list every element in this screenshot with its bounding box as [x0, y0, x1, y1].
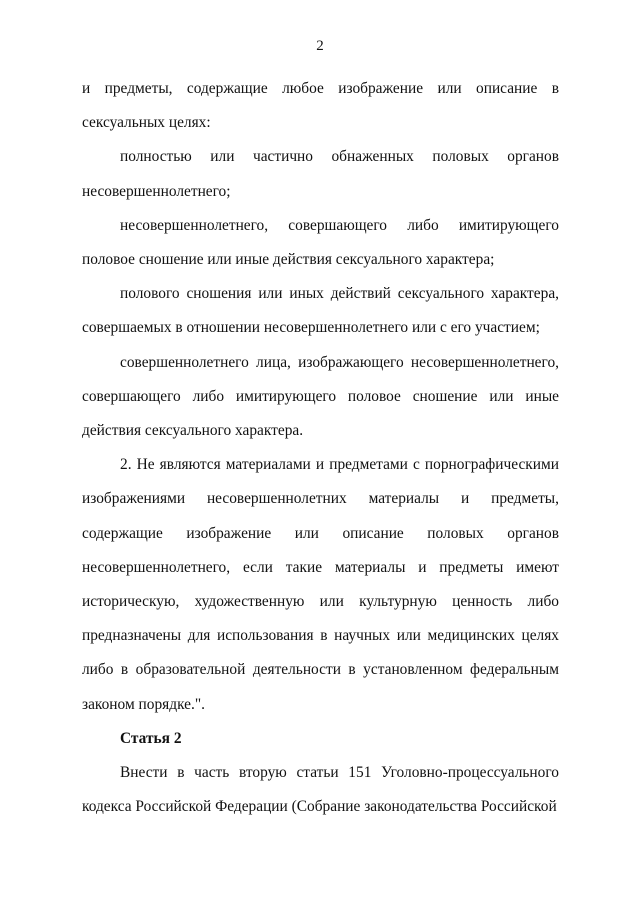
- page-number: 2: [316, 38, 324, 54]
- document-body: [82, 72, 559, 824]
- paragraph-item-4: совершеннолетнего лица, изображающего несовершеннолетнего, совершающего либо имитирующего половое сношение или иные действия сексуального характера.: [82, 353, 559, 440]
- paragraph-item-3: полового сношения или иных действий сексуального характера, совершаемых в отношении несовершеннолетнего или с его участием;: [82, 285, 559, 337]
- paragraph-item-2: несовершеннолетнего, совершающего либо имитирующего половое сношение или иные действия сексуального характера;: [82, 216, 559, 269]
- paragraph-point-2: 2. Не являются материалами и предметами с порнографическими изображениями несовершеннолетних материалы и предметы, содержащие изображение или описание половых органов несовершеннолетнего, если такие материалы и предметы имеют историческую, художественную или культурную ценность либо предназначены для использования в научных или медицинских целях либо в образовательной деятельности в установленном федеральным законом порядке.".: [82, 456, 559, 713]
- article-heading: Статья 2: [120, 729, 182, 747]
- paragraph-item-1: полностью или частично обнаженных половых органов несовершеннолетнего;: [82, 148, 559, 200]
- paragraph-article-2: Внести в часть вторую статьи 151 Уголовно-процессуального кодекса Российской Федерации (Собрание законодательства Российской: [82, 764, 559, 816]
- paragraph-continuation: и предметы, содержащие любое изображение или описание в сексуальных целях:: [82, 80, 559, 132]
